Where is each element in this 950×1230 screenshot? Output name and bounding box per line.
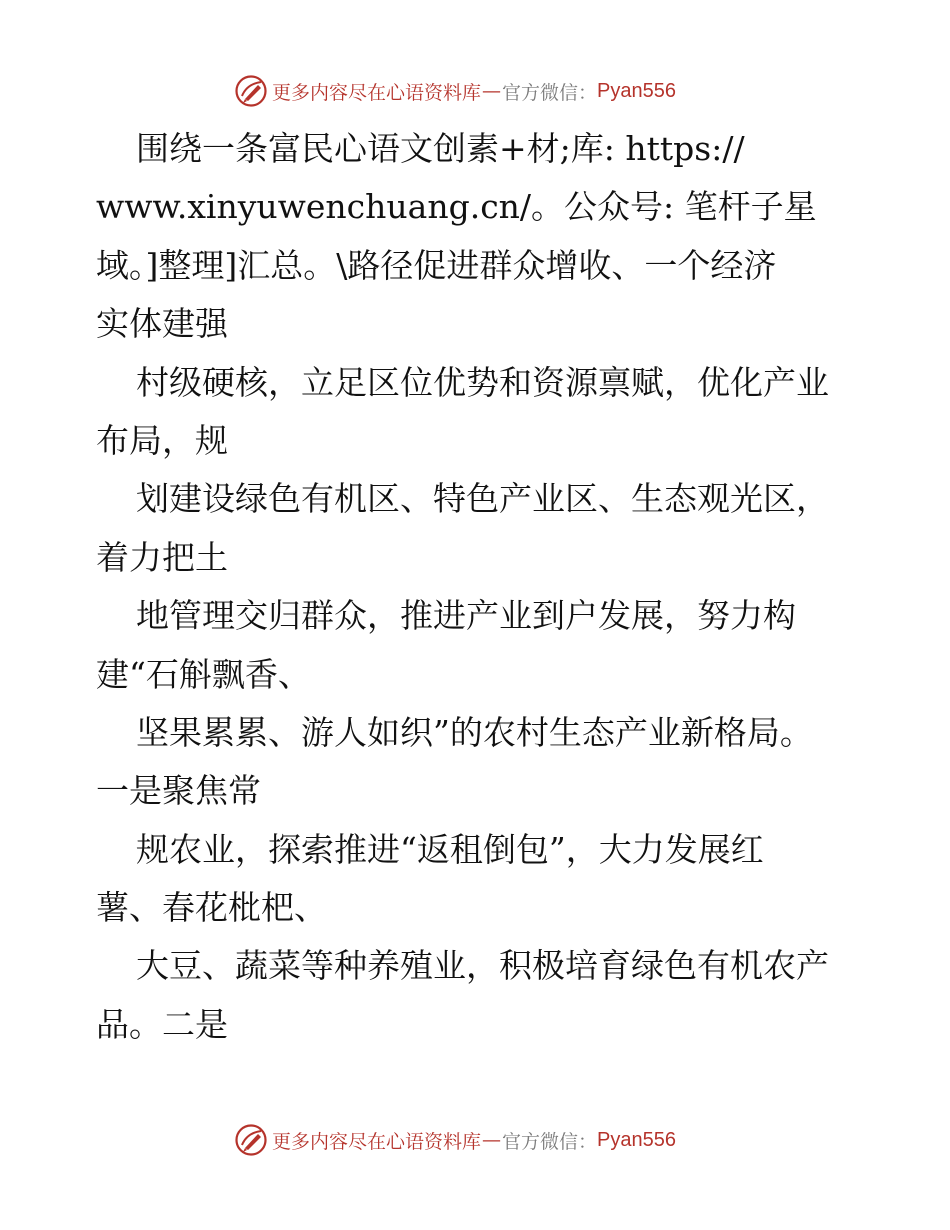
text-line: 大豆、蔬菜等种养殖业，积极培育绿色有机农产: [136, 946, 829, 986]
banner-title: 更多内容尽在心语资料库: [272, 81, 482, 104]
text-line: 实体建强: [96, 304, 228, 344]
banner-wechat-id: Pyan556: [597, 1128, 676, 1151]
text-line: 围绕一条富民心语文创素+材;库: https://: [136, 129, 745, 168]
text-line: 坚果累累、游人如织”的农村生态产业新格局。: [136, 712, 813, 752]
text-line: 建“石斛飘香、: [96, 654, 311, 694]
footer-banner: [234, 1121, 676, 1159]
pen-circle-logo-icon: [234, 1123, 268, 1157]
pen-circle-logo-icon: [234, 74, 268, 108]
document-body: [96, 120, 856, 1054]
text-line: 域。]整理]汇总。\路径促进群众增收、一个经济: [96, 245, 777, 285]
banner-wechat-id: Pyan556: [597, 79, 676, 102]
text-line: 划建设绿色有机区、特色产业区、生态观光区，: [136, 479, 829, 519]
banner-separator: —: [482, 1129, 502, 1151]
header-banner: [234, 72, 676, 110]
text-line: 布局，规: [96, 420, 228, 460]
banner-separator: —: [482, 80, 502, 102]
banner-wechat-label: 官方微信：: [502, 1130, 598, 1153]
text-line: 地管理交归群众，推进产业到户发展，努力构: [136, 596, 796, 636]
text-line: 薯、春花枇杷、: [96, 888, 327, 928]
text-line: 着力把土: [96, 537, 228, 577]
text-line: 品。二是: [96, 1004, 228, 1044]
text-line: 一是聚焦常: [96, 771, 261, 811]
banner-wechat-label: 官方微信：: [502, 81, 598, 104]
text-line: 规农业，探索推进“返租倒包”，大力发展红: [136, 829, 764, 869]
text-line: www.xinyuwenchuang.cn/。公众号: 笔杆子星: [96, 187, 817, 227]
banner-title: 更多内容尽在心语资料库: [272, 1130, 482, 1153]
text-line: 村级硬核，立足区位优势和资源禀赋，优化产业: [136, 362, 829, 402]
